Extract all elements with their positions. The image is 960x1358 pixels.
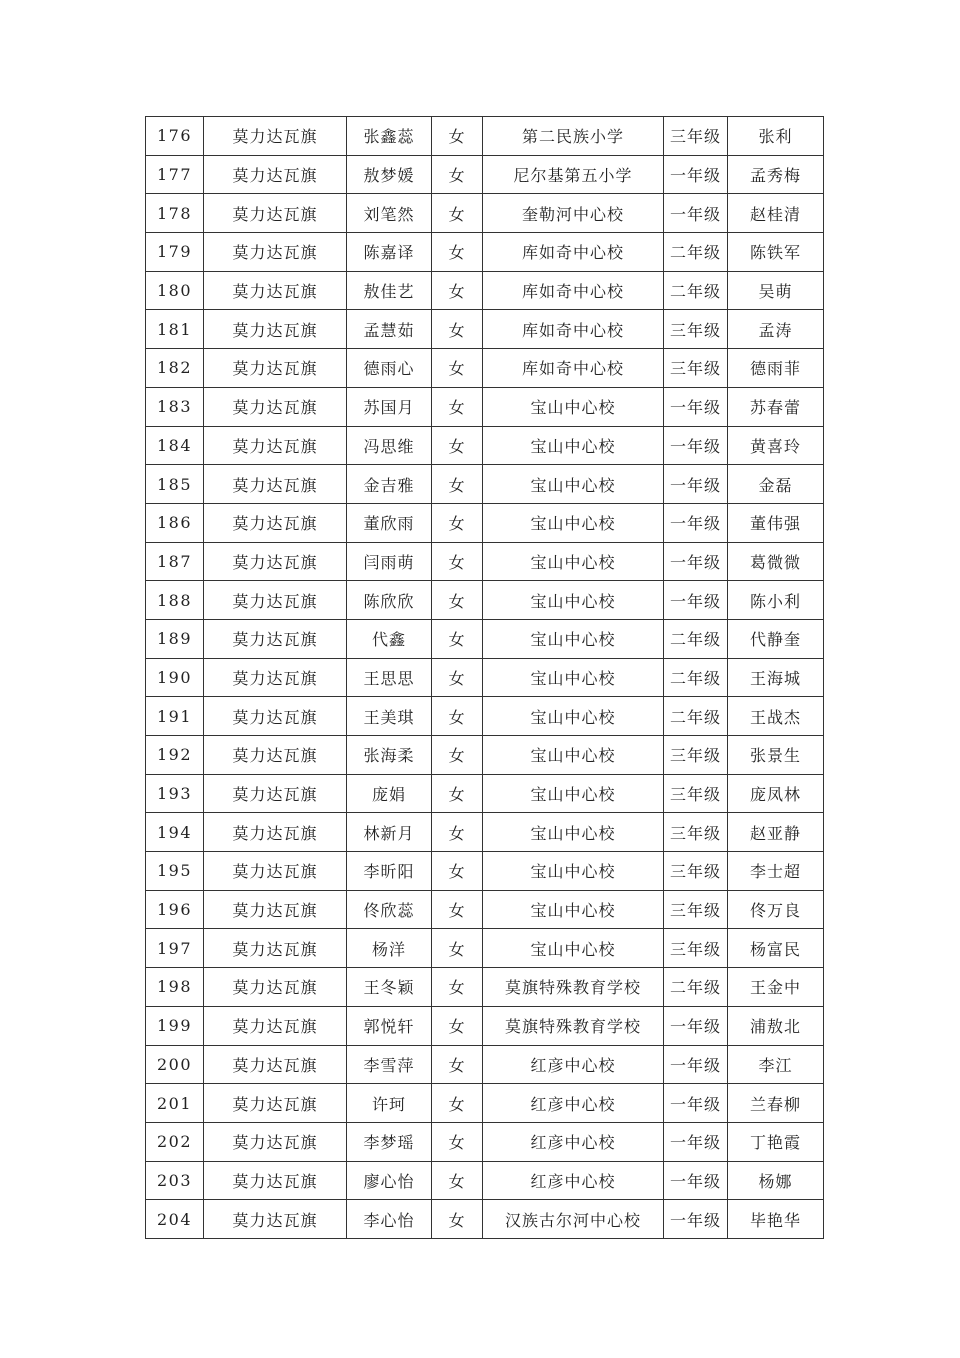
student-name-cell: 李梦瑶 [347, 1122, 432, 1161]
teacher-cell: 赵桂清 [728, 194, 824, 233]
student-name-cell: 庞娟 [347, 774, 432, 813]
student-name-cell: 张海柔 [347, 736, 432, 775]
school-cell: 宝山中心校 [483, 503, 664, 542]
row-number-cell: 196 [146, 890, 204, 929]
teacher-cell: 代静奎 [728, 619, 824, 658]
table-row [146, 117, 824, 156]
region-cell: 莫力达瓦旗 [204, 929, 347, 968]
row-number-cell: 185 [146, 465, 204, 504]
student-name-cell: 敖佳艺 [347, 271, 432, 310]
region-cell: 莫力达瓦旗 [204, 155, 347, 194]
teacher-cell: 杨富民 [728, 929, 824, 968]
table-row [146, 310, 824, 349]
region-cell: 莫力达瓦旗 [204, 387, 347, 426]
school-cell: 宝山中心校 [483, 736, 664, 775]
gender-cell: 女 [432, 774, 483, 813]
school-cell: 宝山中心校 [483, 774, 664, 813]
row-number-cell: 204 [146, 1200, 204, 1239]
grade-cell: 二年级 [664, 658, 728, 697]
table-row [146, 233, 824, 272]
school-cell: 宝山中心校 [483, 426, 664, 465]
school-cell: 奎勒河中心校 [483, 194, 664, 233]
teacher-cell: 王战杰 [728, 697, 824, 736]
row-number-cell: 198 [146, 968, 204, 1007]
region-cell: 莫力达瓦旗 [204, 426, 347, 465]
region-cell: 莫力达瓦旗 [204, 271, 347, 310]
gender-cell: 女 [432, 1045, 483, 1084]
teacher-cell: 佟万良 [728, 890, 824, 929]
school-cell: 宝山中心校 [483, 387, 664, 426]
region-cell: 莫力达瓦旗 [204, 1161, 347, 1200]
table-row [146, 1084, 824, 1123]
table-row [146, 736, 824, 775]
grade-cell: 二年级 [664, 271, 728, 310]
student-name-cell: 佟欣蕊 [347, 890, 432, 929]
row-number-cell: 191 [146, 697, 204, 736]
school-cell: 库如奇中心校 [483, 271, 664, 310]
region-cell: 莫力达瓦旗 [204, 658, 347, 697]
grade-cell: 一年级 [664, 581, 728, 620]
grade-cell: 一年级 [664, 1122, 728, 1161]
school-cell: 宝山中心校 [483, 813, 664, 852]
region-cell: 莫力达瓦旗 [204, 233, 347, 272]
teacher-cell: 李士超 [728, 852, 824, 891]
gender-cell: 女 [432, 1200, 483, 1239]
row-number-cell: 192 [146, 736, 204, 775]
row-number-cell: 199 [146, 1006, 204, 1045]
teacher-cell: 杨娜 [728, 1161, 824, 1200]
school-cell: 宝山中心校 [483, 852, 664, 891]
gender-cell: 女 [432, 542, 483, 581]
table-row [146, 1122, 824, 1161]
row-number-cell: 190 [146, 658, 204, 697]
school-cell: 莫旗特殊教育学校 [483, 1006, 664, 1045]
student-name-cell: 李雪萍 [347, 1045, 432, 1084]
school-cell: 宝山中心校 [483, 581, 664, 620]
region-cell: 莫力达瓦旗 [204, 1006, 347, 1045]
gender-cell: 女 [432, 1122, 483, 1161]
school-cell: 第二民族小学 [483, 117, 664, 156]
region-cell: 莫力达瓦旗 [204, 813, 347, 852]
row-number-cell: 201 [146, 1084, 204, 1123]
gender-cell: 女 [432, 1161, 483, 1200]
region-cell: 莫力达瓦旗 [204, 349, 347, 388]
grade-cell: 三年级 [664, 349, 728, 388]
teacher-cell: 葛微微 [728, 542, 824, 581]
student-name-cell: 张鑫蕊 [347, 117, 432, 156]
grade-cell: 一年级 [664, 1161, 728, 1200]
region-cell: 莫力达瓦旗 [204, 890, 347, 929]
table-row [146, 194, 824, 233]
student-name-cell: 廖心怡 [347, 1161, 432, 1200]
school-cell: 宝山中心校 [483, 465, 664, 504]
teacher-cell: 张利 [728, 117, 824, 156]
grade-cell: 一年级 [664, 465, 728, 504]
row-number-cell: 179 [146, 233, 204, 272]
grade-cell: 三年级 [664, 890, 728, 929]
gender-cell: 女 [432, 465, 483, 504]
student-name-cell: 许珂 [347, 1084, 432, 1123]
region-cell: 莫力达瓦旗 [204, 736, 347, 775]
gender-cell: 女 [432, 813, 483, 852]
grade-cell: 二年级 [664, 233, 728, 272]
region-cell: 莫力达瓦旗 [204, 310, 347, 349]
gender-cell: 女 [432, 426, 483, 465]
school-cell: 库如奇中心校 [483, 310, 664, 349]
table-row [146, 813, 824, 852]
grade-cell: 三年级 [664, 774, 728, 813]
table-row [146, 542, 824, 581]
teacher-cell: 陈铁军 [728, 233, 824, 272]
student-name-cell: 德雨心 [347, 349, 432, 388]
school-cell: 库如奇中心校 [483, 349, 664, 388]
gender-cell: 女 [432, 233, 483, 272]
student-name-cell: 孟慧茹 [347, 310, 432, 349]
table-row [146, 387, 824, 426]
teacher-cell: 丁艳霞 [728, 1122, 824, 1161]
gender-cell: 女 [432, 387, 483, 426]
school-cell: 红彦中心校 [483, 1045, 664, 1084]
gender-cell: 女 [432, 194, 483, 233]
region-cell: 莫力达瓦旗 [204, 1122, 347, 1161]
grade-cell: 三年级 [664, 736, 728, 775]
teacher-cell: 毕艳华 [728, 1200, 824, 1239]
row-number-cell: 176 [146, 117, 204, 156]
student-name-cell: 陈嘉译 [347, 233, 432, 272]
row-number-cell: 203 [146, 1161, 204, 1200]
grade-cell: 一年级 [664, 426, 728, 465]
teacher-cell: 庞凤林 [728, 774, 824, 813]
student-name-cell: 冯思维 [347, 426, 432, 465]
grade-cell: 二年级 [664, 697, 728, 736]
region-cell: 莫力达瓦旗 [204, 1084, 347, 1123]
grade-cell: 二年级 [664, 619, 728, 658]
student-name-cell: 王冬颖 [347, 968, 432, 1007]
table-row [146, 697, 824, 736]
region-cell: 莫力达瓦旗 [204, 1045, 347, 1084]
teacher-cell: 赵亚静 [728, 813, 824, 852]
gender-cell: 女 [432, 929, 483, 968]
teacher-cell: 吴萌 [728, 271, 824, 310]
student-name-cell: 杨洋 [347, 929, 432, 968]
teacher-cell: 李江 [728, 1045, 824, 1084]
teacher-cell: 金磊 [728, 465, 824, 504]
student-name-cell: 金吉雅 [347, 465, 432, 504]
table-row [146, 1006, 824, 1045]
student-name-cell: 闫雨萌 [347, 542, 432, 581]
student-name-cell: 王思思 [347, 658, 432, 697]
school-cell: 汉族古尔河中心校 [483, 1200, 664, 1239]
student-name-cell: 李昕阳 [347, 852, 432, 891]
table-row [146, 581, 824, 620]
grade-cell: 三年级 [664, 117, 728, 156]
teacher-cell: 德雨菲 [728, 349, 824, 388]
region-cell: 莫力达瓦旗 [204, 619, 347, 658]
grade-cell: 一年级 [664, 387, 728, 426]
school-cell: 红彦中心校 [483, 1122, 664, 1161]
gender-cell: 女 [432, 310, 483, 349]
table-row [146, 426, 824, 465]
table-row [146, 503, 824, 542]
region-cell: 莫力达瓦旗 [204, 503, 347, 542]
grade-cell: 三年级 [664, 929, 728, 968]
grade-cell: 一年级 [664, 194, 728, 233]
school-cell: 红彦中心校 [483, 1161, 664, 1200]
grade-cell: 一年级 [664, 503, 728, 542]
school-cell: 宝山中心校 [483, 542, 664, 581]
table-row [146, 968, 824, 1007]
gender-cell: 女 [432, 890, 483, 929]
row-number-cell: 183 [146, 387, 204, 426]
row-number-cell: 177 [146, 155, 204, 194]
gender-cell: 女 [432, 619, 483, 658]
region-cell: 莫力达瓦旗 [204, 581, 347, 620]
grade-cell: 一年级 [664, 155, 728, 194]
student-name-cell: 苏国月 [347, 387, 432, 426]
teacher-cell: 孟秀梅 [728, 155, 824, 194]
region-cell: 莫力达瓦旗 [204, 542, 347, 581]
row-number-cell: 202 [146, 1122, 204, 1161]
teacher-cell: 王金中 [728, 968, 824, 1007]
school-cell: 宝山中心校 [483, 929, 664, 968]
school-cell: 红彦中心校 [483, 1084, 664, 1123]
table-row [146, 1045, 824, 1084]
table-row [146, 465, 824, 504]
school-cell: 宝山中心校 [483, 697, 664, 736]
student-name-cell: 林新月 [347, 813, 432, 852]
student-name-cell: 李心怡 [347, 1200, 432, 1239]
school-cell: 宝山中心校 [483, 890, 664, 929]
row-number-cell: 195 [146, 852, 204, 891]
grade-cell: 一年级 [664, 1006, 728, 1045]
teacher-cell: 董伟强 [728, 503, 824, 542]
school-cell: 宝山中心校 [483, 619, 664, 658]
teacher-cell: 苏春蕾 [728, 387, 824, 426]
gender-cell: 女 [432, 155, 483, 194]
row-number-cell: 178 [146, 194, 204, 233]
grade-cell: 三年级 [664, 852, 728, 891]
teacher-cell: 陈小利 [728, 581, 824, 620]
table-body [146, 117, 824, 1239]
row-number-cell: 180 [146, 271, 204, 310]
gender-cell: 女 [432, 349, 483, 388]
student-name-cell: 刘笔然 [347, 194, 432, 233]
table-row [146, 890, 824, 929]
student-name-cell: 陈欣欣 [347, 581, 432, 620]
gender-cell: 女 [432, 1084, 483, 1123]
grade-cell: 一年级 [664, 1045, 728, 1084]
table-row [146, 658, 824, 697]
table-row [146, 1161, 824, 1200]
student-name-cell: 敖梦媛 [347, 155, 432, 194]
table-row [146, 155, 824, 194]
region-cell: 莫力达瓦旗 [204, 697, 347, 736]
student-list-table [145, 116, 824, 1239]
row-number-cell: 189 [146, 619, 204, 658]
region-cell: 莫力达瓦旗 [204, 852, 347, 891]
student-name-cell: 董欣雨 [347, 503, 432, 542]
school-cell: 宝山中心校 [483, 658, 664, 697]
row-number-cell: 194 [146, 813, 204, 852]
table-row [146, 1200, 824, 1239]
teacher-cell: 兰春柳 [728, 1084, 824, 1123]
table-row [146, 619, 824, 658]
gender-cell: 女 [432, 271, 483, 310]
grade-cell: 三年级 [664, 813, 728, 852]
table-row [146, 852, 824, 891]
gender-cell: 女 [432, 117, 483, 156]
row-number-cell: 181 [146, 310, 204, 349]
row-number-cell: 187 [146, 542, 204, 581]
teacher-cell: 浦敖北 [728, 1006, 824, 1045]
gender-cell: 女 [432, 968, 483, 1007]
gender-cell: 女 [432, 581, 483, 620]
grade-cell: 一年级 [664, 542, 728, 581]
student-name-cell: 王美琪 [347, 697, 432, 736]
gender-cell: 女 [432, 658, 483, 697]
student-name-cell: 郭悦轩 [347, 1006, 432, 1045]
table-row [146, 271, 824, 310]
grade-cell: 一年级 [664, 1200, 728, 1239]
gender-cell: 女 [432, 1006, 483, 1045]
grade-cell: 三年级 [664, 310, 728, 349]
region-cell: 莫力达瓦旗 [204, 1200, 347, 1239]
region-cell: 莫力达瓦旗 [204, 968, 347, 1007]
region-cell: 莫力达瓦旗 [204, 465, 347, 504]
region-cell: 莫力达瓦旗 [204, 194, 347, 233]
region-cell: 莫力达瓦旗 [204, 117, 347, 156]
school-cell: 尼尔基第五小学 [483, 155, 664, 194]
grade-cell: 一年级 [664, 1084, 728, 1123]
school-cell: 莫旗特殊教育学校 [483, 968, 664, 1007]
grade-cell: 二年级 [664, 968, 728, 1007]
table-row [146, 349, 824, 388]
gender-cell: 女 [432, 736, 483, 775]
row-number-cell: 200 [146, 1045, 204, 1084]
region-cell: 莫力达瓦旗 [204, 774, 347, 813]
gender-cell: 女 [432, 852, 483, 891]
teacher-cell: 王海城 [728, 658, 824, 697]
row-number-cell: 193 [146, 774, 204, 813]
row-number-cell: 184 [146, 426, 204, 465]
school-cell: 库如奇中心校 [483, 233, 664, 272]
row-number-cell: 186 [146, 503, 204, 542]
teacher-cell: 黄喜玲 [728, 426, 824, 465]
table-row [146, 929, 824, 968]
teacher-cell: 孟涛 [728, 310, 824, 349]
row-number-cell: 188 [146, 581, 204, 620]
gender-cell: 女 [432, 503, 483, 542]
table-row [146, 774, 824, 813]
teacher-cell: 张景生 [728, 736, 824, 775]
student-name-cell: 代鑫 [347, 619, 432, 658]
row-number-cell: 182 [146, 349, 204, 388]
row-number-cell: 197 [146, 929, 204, 968]
gender-cell: 女 [432, 697, 483, 736]
